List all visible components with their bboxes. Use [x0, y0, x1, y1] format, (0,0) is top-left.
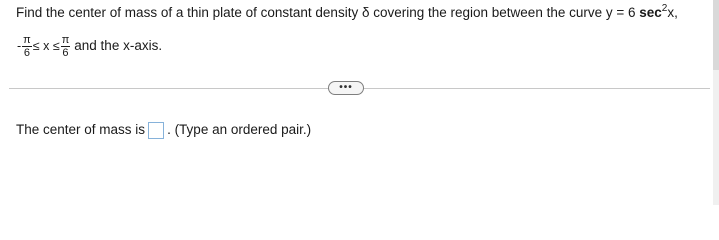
answer-suffix: . (Type an ordered pair.) [167, 122, 312, 137]
inequality-middle: ≤ x ≤ [32, 39, 60, 53]
answer-prefix: The center of mass is [16, 122, 146, 137]
upper-bound-fraction [61, 34, 71, 59]
sec-function: sec [639, 5, 662, 20]
question-text [16, 3, 678, 59]
question-intro: Find the center of mass of a thin plate of constant density δ covering the region between the curve y = 6 [16, 5, 640, 20]
scrollbar-thumb[interactable] [713, 0, 719, 70]
question-line-2 [16, 29, 162, 63]
lower-bound-fraction [22, 34, 32, 59]
function-variable: x, [667, 5, 678, 20]
more-options-button[interactable]: ••• [328, 81, 364, 95]
question-line-1 [16, 3, 678, 23]
upper-bound-numerator: π [61, 33, 70, 46]
upper-bound-denominator: 6 [62, 46, 69, 59]
answer-row [16, 120, 311, 140]
region-condition: and the x-axis. [74, 38, 163, 53]
negative-sign: - [17, 39, 22, 53]
exponent: 2 [661, 3, 668, 14]
lower-bound-denominator: 6 [23, 46, 31, 59]
answer-input-box[interactable] [148, 122, 164, 139]
lower-bound-numerator: π [23, 33, 31, 46]
vertical-scrollbar[interactable] [713, 0, 719, 205]
